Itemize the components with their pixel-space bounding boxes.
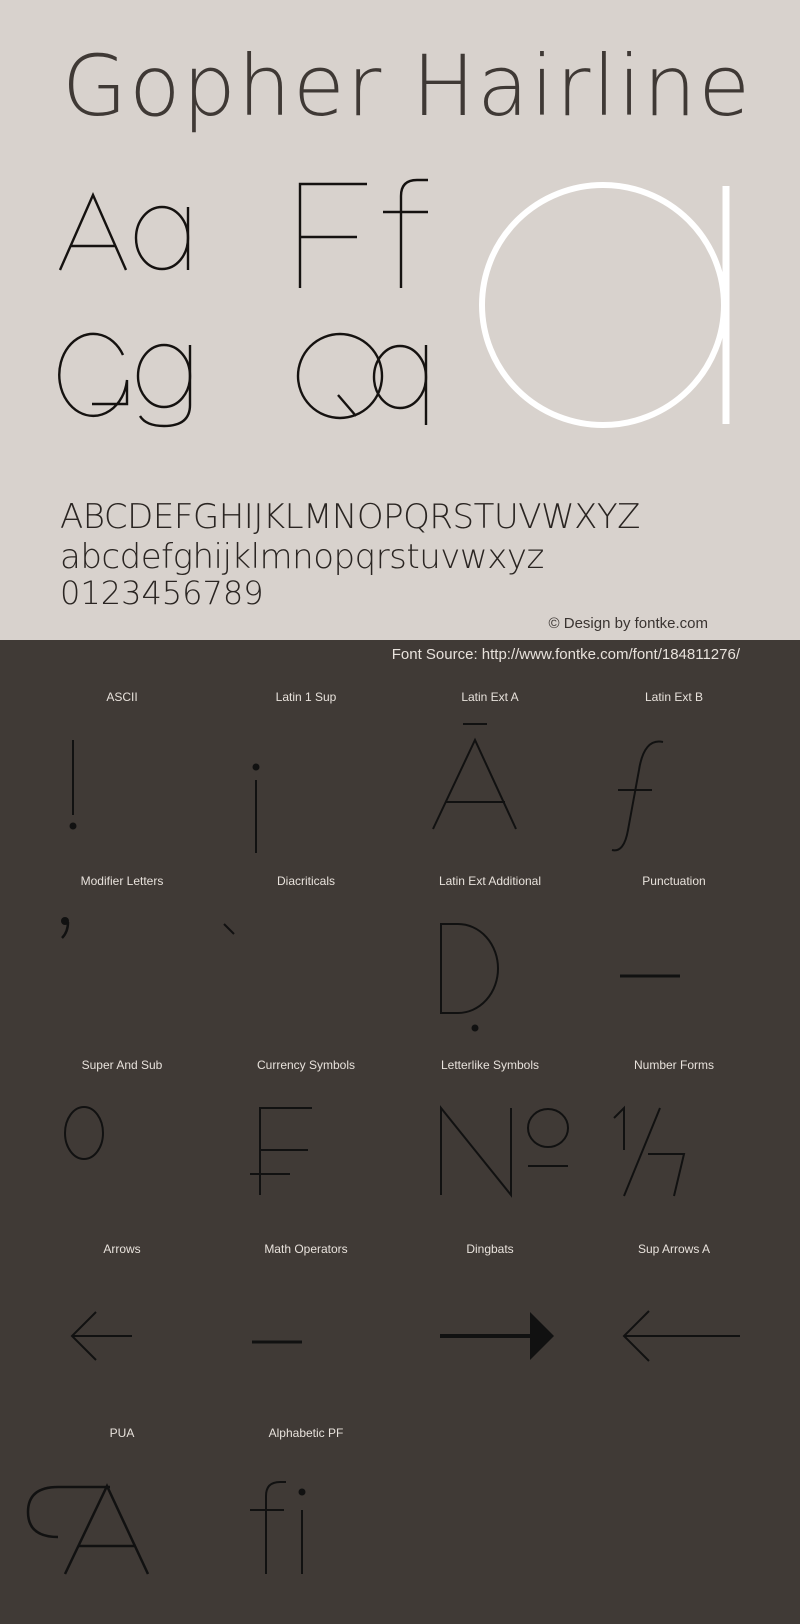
- glyph-cell-label: Diacriticals: [276, 874, 335, 888]
- glyph-cell-label: Math Operators: [264, 1242, 348, 1256]
- large-glyph-q: [482, 185, 726, 425]
- glyph-f-hook: [582, 640, 766, 824]
- glyph-cell-ascii: [30, 640, 214, 824]
- glyph-exclamation: [30, 640, 214, 824]
- glyph-superscript-zero: [30, 1008, 214, 1192]
- glyph-turned-comma: [30, 824, 214, 1008]
- glyph-cell-label: PUA: [109, 1426, 135, 1440]
- glyph-cell-label: Sup Arrows A: [637, 1242, 711, 1256]
- glyph-cell-label: Arrows: [103, 1242, 141, 1256]
- glyph-cell-number-forms: [582, 1008, 766, 1192]
- glyph-cell-arrows: [30, 1192, 214, 1376]
- glyph-left-arrow: [30, 1192, 214, 1376]
- glyph-grave-accent: [214, 824, 398, 1008]
- glyph-cell-dingbats: [398, 1192, 582, 1376]
- font-source-link[interactable]: Font Source: http://www.fontke.com/font/184811276/: [391, 646, 740, 663]
- glyph-cell-super-and-sub: [30, 1008, 214, 1192]
- glyph-cell-label: Latin Ext Additional: [438, 874, 542, 888]
- glyph-cell-label: Currency Symbols: [256, 1058, 356, 1072]
- glyph-minus: [214, 1192, 398, 1376]
- digits: 0123456789: [60, 574, 264, 612]
- glyph-numero: [398, 1008, 582, 1192]
- glyph-cell-punctuation: [582, 824, 766, 1008]
- glyph-fi-ligature: [214, 1376, 398, 1560]
- glyph-cell-currency-symbols: [214, 1008, 398, 1192]
- glyph-cell-label: Latin Ext A: [461, 690, 519, 704]
- glyph-cell-pua: [30, 1376, 214, 1560]
- glyph-cell-label: Modifier Letters: [80, 874, 164, 888]
- glyph-cell-latin-1-sup: [214, 640, 398, 824]
- glyph-cell-label: Latin 1 Sup: [275, 690, 337, 704]
- copyright-text: © Design by fontke.com: [548, 615, 708, 632]
- glyph-cell-alphabetic-pf: [214, 1376, 398, 1560]
- glyph-cell-math-operators: [214, 1192, 398, 1376]
- glyph-cell-label: Punctuation: [642, 874, 706, 888]
- glyph-heavy-right-arrow: [398, 1192, 582, 1376]
- glyph-cell-label: Number Forms: [633, 1058, 714, 1072]
- glyph-cell-label: Dingbats: [466, 1242, 514, 1256]
- glyph-a-macron: [398, 640, 582, 824]
- glyph-cell-latin-ext-a: [398, 640, 582, 824]
- sample-pair-ff: [300, 180, 428, 288]
- glyph-french-franc: [214, 1008, 398, 1192]
- specimen-header: [0, 0, 800, 640]
- font-title: Gopher Hairline: [62, 37, 753, 135]
- glyph-cell-latin-ext-additional: [398, 824, 582, 1008]
- glyph-coverage-panel: [0, 640, 800, 1624]
- sample-pair-qq: [298, 334, 426, 425]
- glyph-cell-letterlike-symbols: [398, 1008, 582, 1192]
- lowercase-alphabet: abcdefghijklmnopqrstuvwxyz: [60, 537, 544, 577]
- glyph-cell-label: Letterlike Symbols: [440, 1058, 540, 1072]
- glyph-cell-diacriticals: [214, 824, 398, 1008]
- glyph-d-dot-below: [398, 824, 582, 1008]
- glyph-cell-label: Alphabetic PF: [268, 1426, 344, 1440]
- glyph-one-seventh: [582, 1008, 766, 1192]
- glyph-cell-label: Latin Ext B: [644, 690, 704, 704]
- glyph-cell-label: Super And Sub: [81, 1058, 163, 1072]
- glyph-cell-latin-ext-b: [582, 640, 766, 824]
- uppercase-alphabet: ABCDEFGHIJKLMNOPQRSTUVWXYZ: [60, 497, 640, 537]
- glyph-cell-sup-arrows-a: [582, 1192, 766, 1376]
- sample-pair-gg: [59, 334, 190, 426]
- glyph-long-left-arrow: [582, 1192, 766, 1376]
- sample-pair-aa: [60, 195, 188, 270]
- glyph-private-use-a: [30, 1376, 214, 1560]
- glyph-inverted-exclamation: [214, 640, 398, 824]
- glyph-cell-label: ASCII: [106, 690, 138, 704]
- glyph-cell-modifier-letters: [30, 824, 214, 1008]
- glyph-en-dash: [582, 824, 766, 1008]
